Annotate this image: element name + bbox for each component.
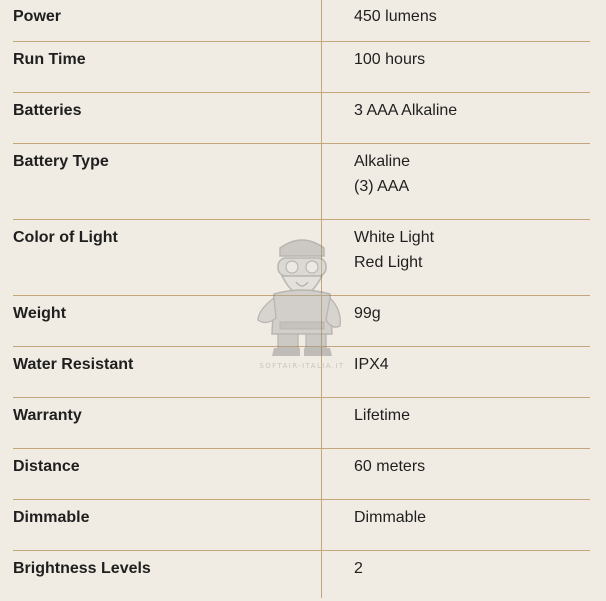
spec-value — [321, 42, 590, 92]
spec-value — [321, 398, 590, 448]
spec-value — [321, 551, 590, 601]
spec-table — [13, 0, 590, 601]
spec-value-line: 60 meters — [354, 458, 426, 475]
spec-label: Warranty — [13, 407, 82, 424]
table-row — [13, 551, 590, 601]
spec-value — [321, 296, 590, 346]
table-row — [13, 0, 590, 42]
spec-value — [321, 500, 590, 550]
table-row — [13, 398, 590, 449]
table-row — [13, 296, 590, 347]
spec-value-line: IPX4 — [354, 356, 389, 373]
spec-value — [321, 449, 590, 499]
table-row — [13, 347, 590, 398]
spec-value — [321, 0, 590, 41]
table-row — [13, 500, 590, 551]
spec-label: Weight — [13, 305, 67, 322]
spec-label: Dimmable — [13, 509, 90, 526]
table-row — [13, 93, 590, 144]
table-row — [13, 144, 590, 220]
spec-label: Run Time — [13, 51, 86, 68]
spec-value-line: 3 AAA Alkaline — [354, 102, 458, 119]
spec-value-line: Alkaline — [354, 153, 411, 170]
spec-value-line: Dimmable — [354, 509, 427, 526]
spec-label: Color of Light — [13, 229, 118, 246]
table-row — [13, 42, 590, 93]
spec-value — [321, 347, 590, 397]
spec-value-line: 100 hours — [354, 51, 426, 68]
spec-label: Power — [13, 8, 62, 25]
spec-value-line: Lifetime — [354, 407, 411, 424]
spec-value — [321, 93, 590, 143]
spec-value — [321, 144, 590, 219]
spec-value-line: 99g — [354, 305, 381, 322]
spec-value-line: (3) AAA — [354, 178, 410, 195]
watermark-text: SOFTAIR-ITALIA.IT — [259, 362, 345, 370]
table-row — [13, 220, 590, 296]
spec-value-line: White Light — [354, 229, 435, 246]
spec-value — [321, 220, 590, 295]
spec-label: Batteries — [13, 102, 82, 119]
spec-value-line: 450 lumens — [354, 8, 437, 25]
spec-label: Battery Type — [13, 153, 109, 170]
spec-label: Brightness Levels — [13, 560, 151, 577]
spec-value-line: Red Light — [354, 254, 423, 271]
spec-label: Water Resistant — [13, 356, 134, 373]
spec-label: Distance — [13, 458, 80, 475]
spec-value-line: 2 — [354, 560, 363, 577]
table-row — [13, 449, 590, 500]
